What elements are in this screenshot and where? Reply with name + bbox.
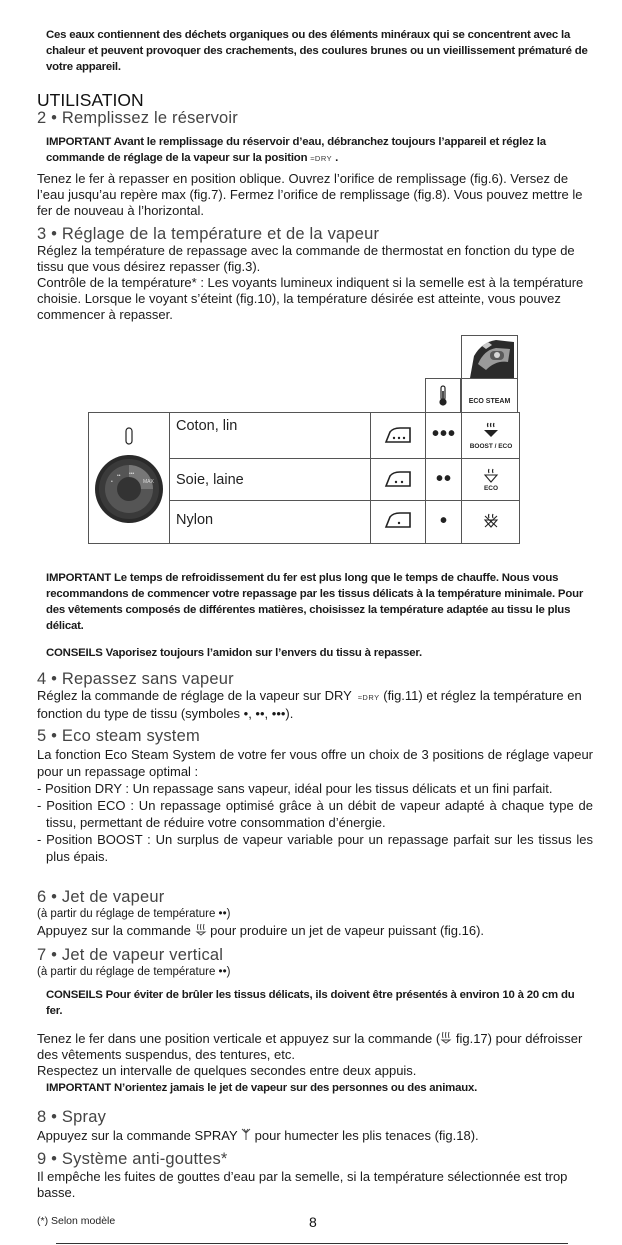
settings-table (88, 412, 520, 544)
intro-note: Ces eaux contiennent des déchets organiques ou des éléments minéraux qui se concentrent avec la chaleur et peuvent provoquer des crachements, des coulures brunes ou un vieillissement prématuré de votre appareil. (46, 29, 588, 73)
conseils1-prefix: CONSEILS (46, 647, 103, 659)
s7-title: 7 • Jet de vapeur vertical (37, 946, 224, 964)
s5-list (37, 780, 593, 865)
spray-icon (241, 1128, 251, 1141)
s9-body: Il empêche les fuites de gouttes d’eau par la semelle, si la température sélectionnée est trop basse. (37, 1169, 568, 1200)
s7-body-c: Respectez un intervalle de quelques secondes entre deux appuis. (37, 1063, 417, 1078)
s2-dry-symbol: DRY (314, 154, 333, 163)
s7-conseils (46, 987, 586, 1019)
s7-important-text: N’orientez jamais le jet de vapeur sur des personnes ou des animaux. (111, 1082, 478, 1094)
s3-body1: Réglez la température de repassage avec la commande de thermostat en fonction du type de tissu que vous désirez repasser (fig.3). (37, 243, 575, 274)
thermostat-dial-icon (93, 453, 165, 525)
eco-steam-label: ECO STEAM (468, 398, 511, 405)
s5-item-eco: - Position ECO : Un repassage optimisé grâce à un débit de vapeur adapté à chaque type de tissu, permettant de réduire votre consommation d’énergie. (37, 798, 593, 830)
footnote: (*) Selon modèle (37, 1215, 116, 1227)
s5-item-dry: - Position DRY : Un repassage sans vapeur, idéal pour les tissus délicats et un fini parfait. (37, 781, 553, 796)
s2-important: IMPORTANT Avant le remplissage du réservoir d’eau, débranchez toujours l’appareil et réglez la commande de réglage de la vapeur sur la position ≈DRY . (46, 136, 546, 164)
conseils1-text: Vaporisez toujours l’amidon sur l’envers du tissu à repasser. (102, 647, 422, 659)
dry-symbol-icon: ≈DRY (310, 154, 333, 163)
row-soie-fabric: Soie, laine (176, 472, 244, 488)
row-soie-steam-label: ECO (483, 485, 499, 492)
s7-body (37, 1031, 593, 1063)
important2-prefix: IMPORTANT (46, 572, 112, 584)
eco-steam-iron-image (461, 335, 518, 379)
thermometer-icon (437, 385, 449, 407)
svg-text:••: •• (117, 473, 121, 479)
s7-body-b: fig.17) pour défroisser des vêtements suspendus, des tentures, etc. (37, 1031, 583, 1062)
s2-title: 2 • Remplissez le réservoir (37, 109, 238, 127)
svg-text:•••: ••• (129, 471, 135, 477)
row-nylon-dots: • (439, 510, 448, 532)
s7-important (46, 1080, 586, 1096)
thermostat-dial-cell (89, 413, 169, 543)
s8-title: 8 • Spray (37, 1108, 107, 1126)
no-steam-icon (483, 513, 499, 528)
boost-steam-icon (482, 422, 500, 438)
steam-jet-icon (195, 923, 207, 936)
dry-symbol-icon: ≈DRY (355, 693, 380, 702)
s3-title: 3 • Réglage de la température et de la vapeur (37, 225, 380, 243)
thermometer-header-cell (425, 378, 461, 412)
s6-body (37, 923, 593, 939)
row-nylon-fabric: Nylon (176, 512, 214, 528)
s5-intro: La fonction Eco Steam System de votre fer vous offre un choix de 3 positions de réglage vapeur pour un repassage optimal : (37, 747, 593, 779)
s7-important-prefix: IMPORTANT (46, 1082, 112, 1094)
s6-title: 6 • Jet de vapeur (37, 888, 165, 906)
important2-text: Le temps de refroidissement du fer est plus long que le temps de chauffe. Nous vous recommandons de commencer votre repassage par les tissus délicats à la température minimale. Pour des vêtements composés de différentes matières, choisissez la température adaptée au tissu le plus délicat. (46, 572, 584, 632)
s4-body-a: Réglez la commande de réglage de la vapeur sur DRY (37, 688, 352, 703)
s7-conseils-text: Pour éviter de brûler les tissus délicats, ils doivent être présentés à environ 10 à 20 cm du fer. (46, 989, 575, 1017)
row-coton-steam-label: BOOST / ECO (469, 443, 513, 450)
footer-divider (56, 1243, 568, 1244)
svg-text:•: • (111, 479, 113, 485)
s7-body-a: Tenez le fer dans une position verticale et appuyez sur la commande ( (37, 1031, 441, 1046)
page-number: 8 (309, 1214, 317, 1230)
s4-body (37, 688, 593, 722)
section-title: UTILISATION (37, 90, 144, 110)
s7-conseils-prefix: CONSEILS (46, 989, 103, 1001)
s4-dry-symbol: DRY (362, 693, 380, 702)
row-coton-fabric: Coton, lin (176, 418, 238, 434)
dial-indicator-icon (125, 427, 133, 445)
s6-body-b: pour produire un jet de vapeur puissant (fig.16). (206, 923, 485, 938)
important2 (46, 570, 586, 634)
conseils1 (46, 645, 586, 661)
iron-one-dot-icon (384, 511, 412, 529)
s2-important-prefix: IMPORTANT (46, 136, 112, 148)
iron-two-dots-icon (384, 470, 412, 488)
iron-three-dots-icon (384, 426, 412, 444)
s2-body: Tenez le fer à repasser en position oblique. Ouvrez l’orifice de remplissage (fig.6). Versez de l’eau jusqu’au repère max (fig.7). Fermez l’orifice de remplissage (fig.8). Vous pouvez mettre le fer de nouveau à l’horizontal. (37, 171, 583, 218)
s5-item-boost: - Position BOOST : Un surplus de vapeur variable pour un repassage parfait sur les tissus les plus épais. (37, 832, 593, 864)
s6-sub: (à partir du réglage de température ••) (37, 908, 231, 920)
row-soie-dots: •• (435, 468, 452, 490)
eco-steam-icon (483, 468, 499, 483)
eco-steam-header-cell (461, 378, 518, 412)
s8-body (37, 1128, 593, 1144)
s3-body2: Contrôle de la température* : Les voyants lumineux indiquent si la semelle est à la température choisie. Lorsque le voyant s’éteint (fig.10), la température désirée est atteinte, vous pouvez commencer à repasser. (37, 275, 584, 322)
vertical-steam-icon (440, 1031, 452, 1044)
svg-text:MAX: MAX (143, 479, 154, 485)
s2-important-text: Avant le remplissage du réservoir d’eau, débranchez toujours l’appareil et réglez la commande de réglage de la vapeur sur la position (46, 136, 546, 164)
s4-title: 4 • Repassez sans vapeur (37, 670, 234, 688)
row-coton-dots: ••• (431, 423, 456, 445)
s8-body-b: pour humecter les plis tenaces (fig.18). (251, 1128, 479, 1143)
s8-body-a: Appuyez sur la commande SPRAY (37, 1128, 238, 1143)
s5-title: 5 • Eco steam system (37, 727, 200, 745)
s9-title: 9 • Système anti-gouttes* (37, 1150, 228, 1168)
s6-body-a: Appuyez sur la commande (37, 923, 191, 938)
s7-sub: (à partir du réglage de température ••) (37, 966, 231, 978)
s4-body-b: (fig.11) et réglez la température en fonction du type de tissu (symboles •, ••, •••). (37, 688, 582, 721)
